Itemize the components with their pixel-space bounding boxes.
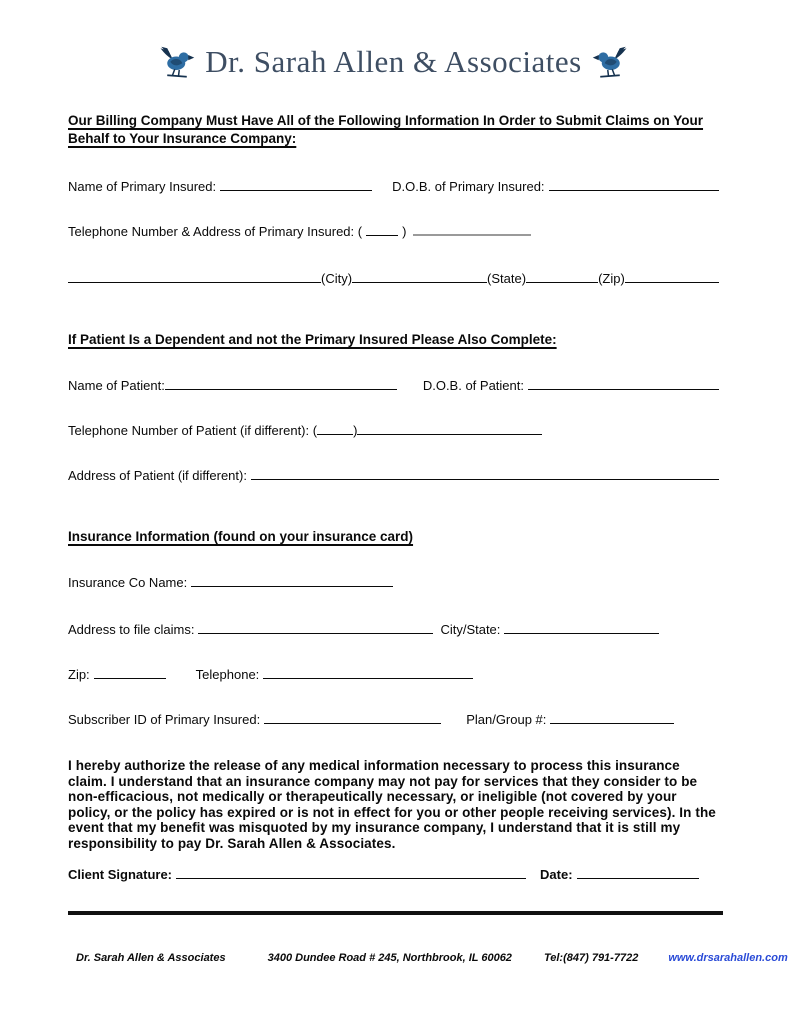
claims-telephone-blank[interactable] xyxy=(263,667,473,679)
patient-address-row xyxy=(68,467,719,484)
date-label: Date: xyxy=(540,867,573,882)
primary-insured-city-state-zip-row xyxy=(68,270,719,287)
dependent-section-heading: If Patient Is a Dependent and not the Primary Insured Please Also Complete: xyxy=(68,332,557,347)
patient-dob-blank[interactable] xyxy=(528,378,719,390)
primary-insured-name-label: Name of Primary Insured: xyxy=(68,179,217,194)
patient-phone-row xyxy=(68,422,719,439)
claims-zip-phone-row xyxy=(68,666,719,683)
insurance-company-row xyxy=(68,574,719,591)
footer-website-link[interactable]: www.drsarahallen.com xyxy=(668,952,788,964)
paren-close: ) xyxy=(402,224,407,239)
patient-name-label: Name of Patient: xyxy=(68,378,165,393)
claims-zip-blank[interactable] xyxy=(94,667,166,679)
primary-insured-address-blank[interactable] xyxy=(68,271,321,283)
primary-insured-dob-label: D.O.B. of Primary Insured: xyxy=(392,179,545,194)
primary-insured-dob-blank[interactable] xyxy=(549,179,719,191)
subscriber-row xyxy=(68,711,719,728)
signature-row xyxy=(68,866,719,883)
primary-insured-name-row xyxy=(68,178,719,195)
insurance-section-heading: Insurance Information (found on your insurance card) xyxy=(68,529,414,544)
patient-area-code-blank[interactable] xyxy=(317,423,353,435)
primary-insured-name-blank[interactable] xyxy=(220,179,372,191)
city-label: (City) xyxy=(321,271,353,286)
patient-address-label: Address of Patient (if different): xyxy=(68,468,247,483)
paren-close: ) xyxy=(353,423,358,438)
claims-zip-label: Zip: xyxy=(68,667,90,682)
insurance-company-blank[interactable] xyxy=(191,575,393,587)
claims-telephone-label: Telephone: xyxy=(195,667,260,682)
state-label: (State) xyxy=(487,271,527,286)
primary-insured-area-code-blank[interactable] xyxy=(366,224,398,236)
client-signature-blank[interactable] xyxy=(176,867,526,879)
insurance-company-label: Insurance Co Name: xyxy=(68,575,188,590)
claims-address-label: Address to file claims: xyxy=(68,622,195,637)
patient-name-blank[interactable] xyxy=(165,378,397,390)
primary-insured-phone-label: Telephone Number & Address of Primary Insured: ( xyxy=(68,224,363,239)
subscriber-id-blank[interactable] xyxy=(264,712,441,724)
footer-telephone: Tel:(847) 791-7722 xyxy=(543,952,639,964)
patient-phone-label: Telephone Number of Patient (if different): ( xyxy=(68,423,318,438)
billing-section-heading: Our Billing Company Must Have All of the Following Information In Order to Submit Claims on Your Behalf to Your Insurance Company: xyxy=(68,113,704,146)
bluebird-icon xyxy=(159,46,195,79)
date-blank[interactable] xyxy=(577,867,699,879)
city-blank[interactable] xyxy=(352,271,487,283)
letterhead xyxy=(68,38,719,86)
bluebird-icon xyxy=(592,46,628,79)
primary-insured-phone-blank[interactable] xyxy=(413,224,531,236)
patient-name-row xyxy=(68,377,719,394)
footer-address: 3400 Dundee Road # 245, Northbrook, IL 60062 xyxy=(267,952,512,964)
claims-address-row xyxy=(68,621,719,638)
zip-blank[interactable] xyxy=(625,271,719,283)
practice-title: Dr. Sarah Allen & Associates xyxy=(205,44,582,79)
state-blank[interactable] xyxy=(526,271,598,283)
patient-dob-label: D.O.B. of Patient: xyxy=(422,378,524,393)
patient-address-blank[interactable] xyxy=(251,468,719,480)
authorization-paragraph: I hereby authorize the release of any medical information necessary to process this insurance claim. I understand that an insurance company may not pay for services that they consider to be non-efficacious, not medically or therapeutically necessary, or ineligible (not covered by your policy, or the policy has expired or is not in effect for you or other people receiving services). In the event that my benefit was misquoted by my insurance company, I understand that it is still my responsibility to pay Dr. Sarah Allen & Associates. xyxy=(68,758,716,851)
subscriber-id-label: Subscriber ID of Primary Insured: xyxy=(68,712,261,727)
footer-practice-name: Dr. Sarah Allen & Associates xyxy=(76,952,226,964)
plan-group-label: Plan/Group #: xyxy=(466,712,547,727)
plan-group-blank[interactable] xyxy=(550,712,674,724)
claims-city-state-blank[interactable] xyxy=(504,622,659,634)
patient-phone-blank[interactable] xyxy=(357,423,542,435)
claims-address-blank[interactable] xyxy=(198,622,433,634)
primary-insured-phone-row xyxy=(68,223,719,240)
footer xyxy=(68,952,788,964)
client-signature-label: Client Signature: xyxy=(68,867,173,882)
claims-city-state-label: City/State: xyxy=(440,622,501,637)
footer-divider xyxy=(68,911,723,915)
zip-label: (Zip) xyxy=(598,271,625,286)
